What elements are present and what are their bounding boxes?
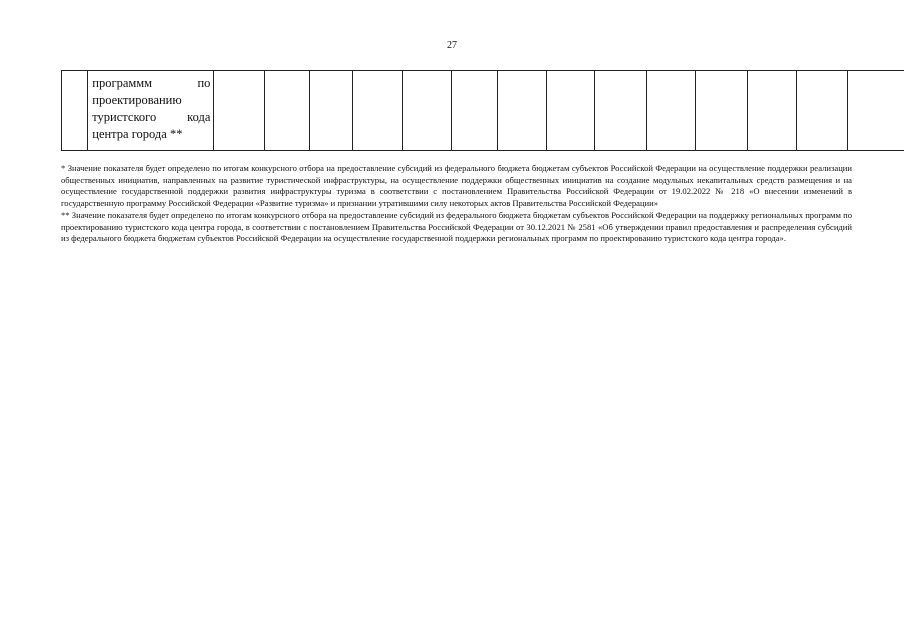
value-cell: [452, 71, 498, 151]
value-cell: [696, 71, 748, 151]
page-number: 27: [447, 40, 457, 51]
value-cell: [498, 71, 547, 151]
footnotes: [61, 163, 852, 245]
indicator-line: программм по: [92, 76, 211, 90]
indicator-name-cell: [88, 71, 214, 151]
footnote-1: * Значение показателя будет определено по итогам конкурсного отбора на предоставление субсидий из федерального бюджета бюджетам субъектов Российской Федерации на осуществление поддержки реализации общественных инициатив, направленных на развитие туристической инфраструктуры, на осуществление поддержки общественных инициатив на создание модульных некапитальных средств размещения и на осуществление государственной поддержки развития инфраструктуры туризма в соответствии с постановлением Правительства Российской Федерации от 19.02.2022 № 218 «О внесении изменений в государственную программу Российской Федерации «Развитие туризма» и признании утратившими силу некоторых актов Правительства Российской Федерации»: [61, 163, 852, 209]
value-cell: [595, 71, 647, 151]
value-cell: [747, 71, 797, 151]
indicator-line: туристского кода: [92, 110, 211, 124]
row-number-cell: [62, 71, 88, 151]
value-cell: [848, 71, 904, 151]
value-cell: [402, 71, 452, 151]
indicator-line: проектированию: [92, 93, 182, 107]
value-cell: [309, 71, 353, 151]
indicator-table: [61, 70, 904, 151]
value-cell: [264, 71, 309, 151]
indicator-line: центра города **: [92, 127, 183, 141]
value-cell: [214, 71, 265, 151]
value-cell: [797, 71, 848, 151]
table-row: [62, 71, 904, 151]
value-cell: [646, 71, 696, 151]
value-cell: [546, 71, 595, 151]
footnote-2: ** Значение показателя будет определено по итогам конкурсного отбора на предоставление субсидий из федерального бюджета бюджетам субъектов Российской Федерации на поддержку региональных программ по проектированию туристского кода центра города, в соответствии с постановлением Правительства Российской Федерации от 30.12.2021 № 2581 «Об утверждении правил предоставления и распределения субсидий из федерального бюджета бюджетам субъектов Российской Федерации на осуществление государственной поддержки региональных программ по проектированию туристского кода центра города».: [61, 209, 852, 244]
value-cell: [353, 71, 403, 151]
